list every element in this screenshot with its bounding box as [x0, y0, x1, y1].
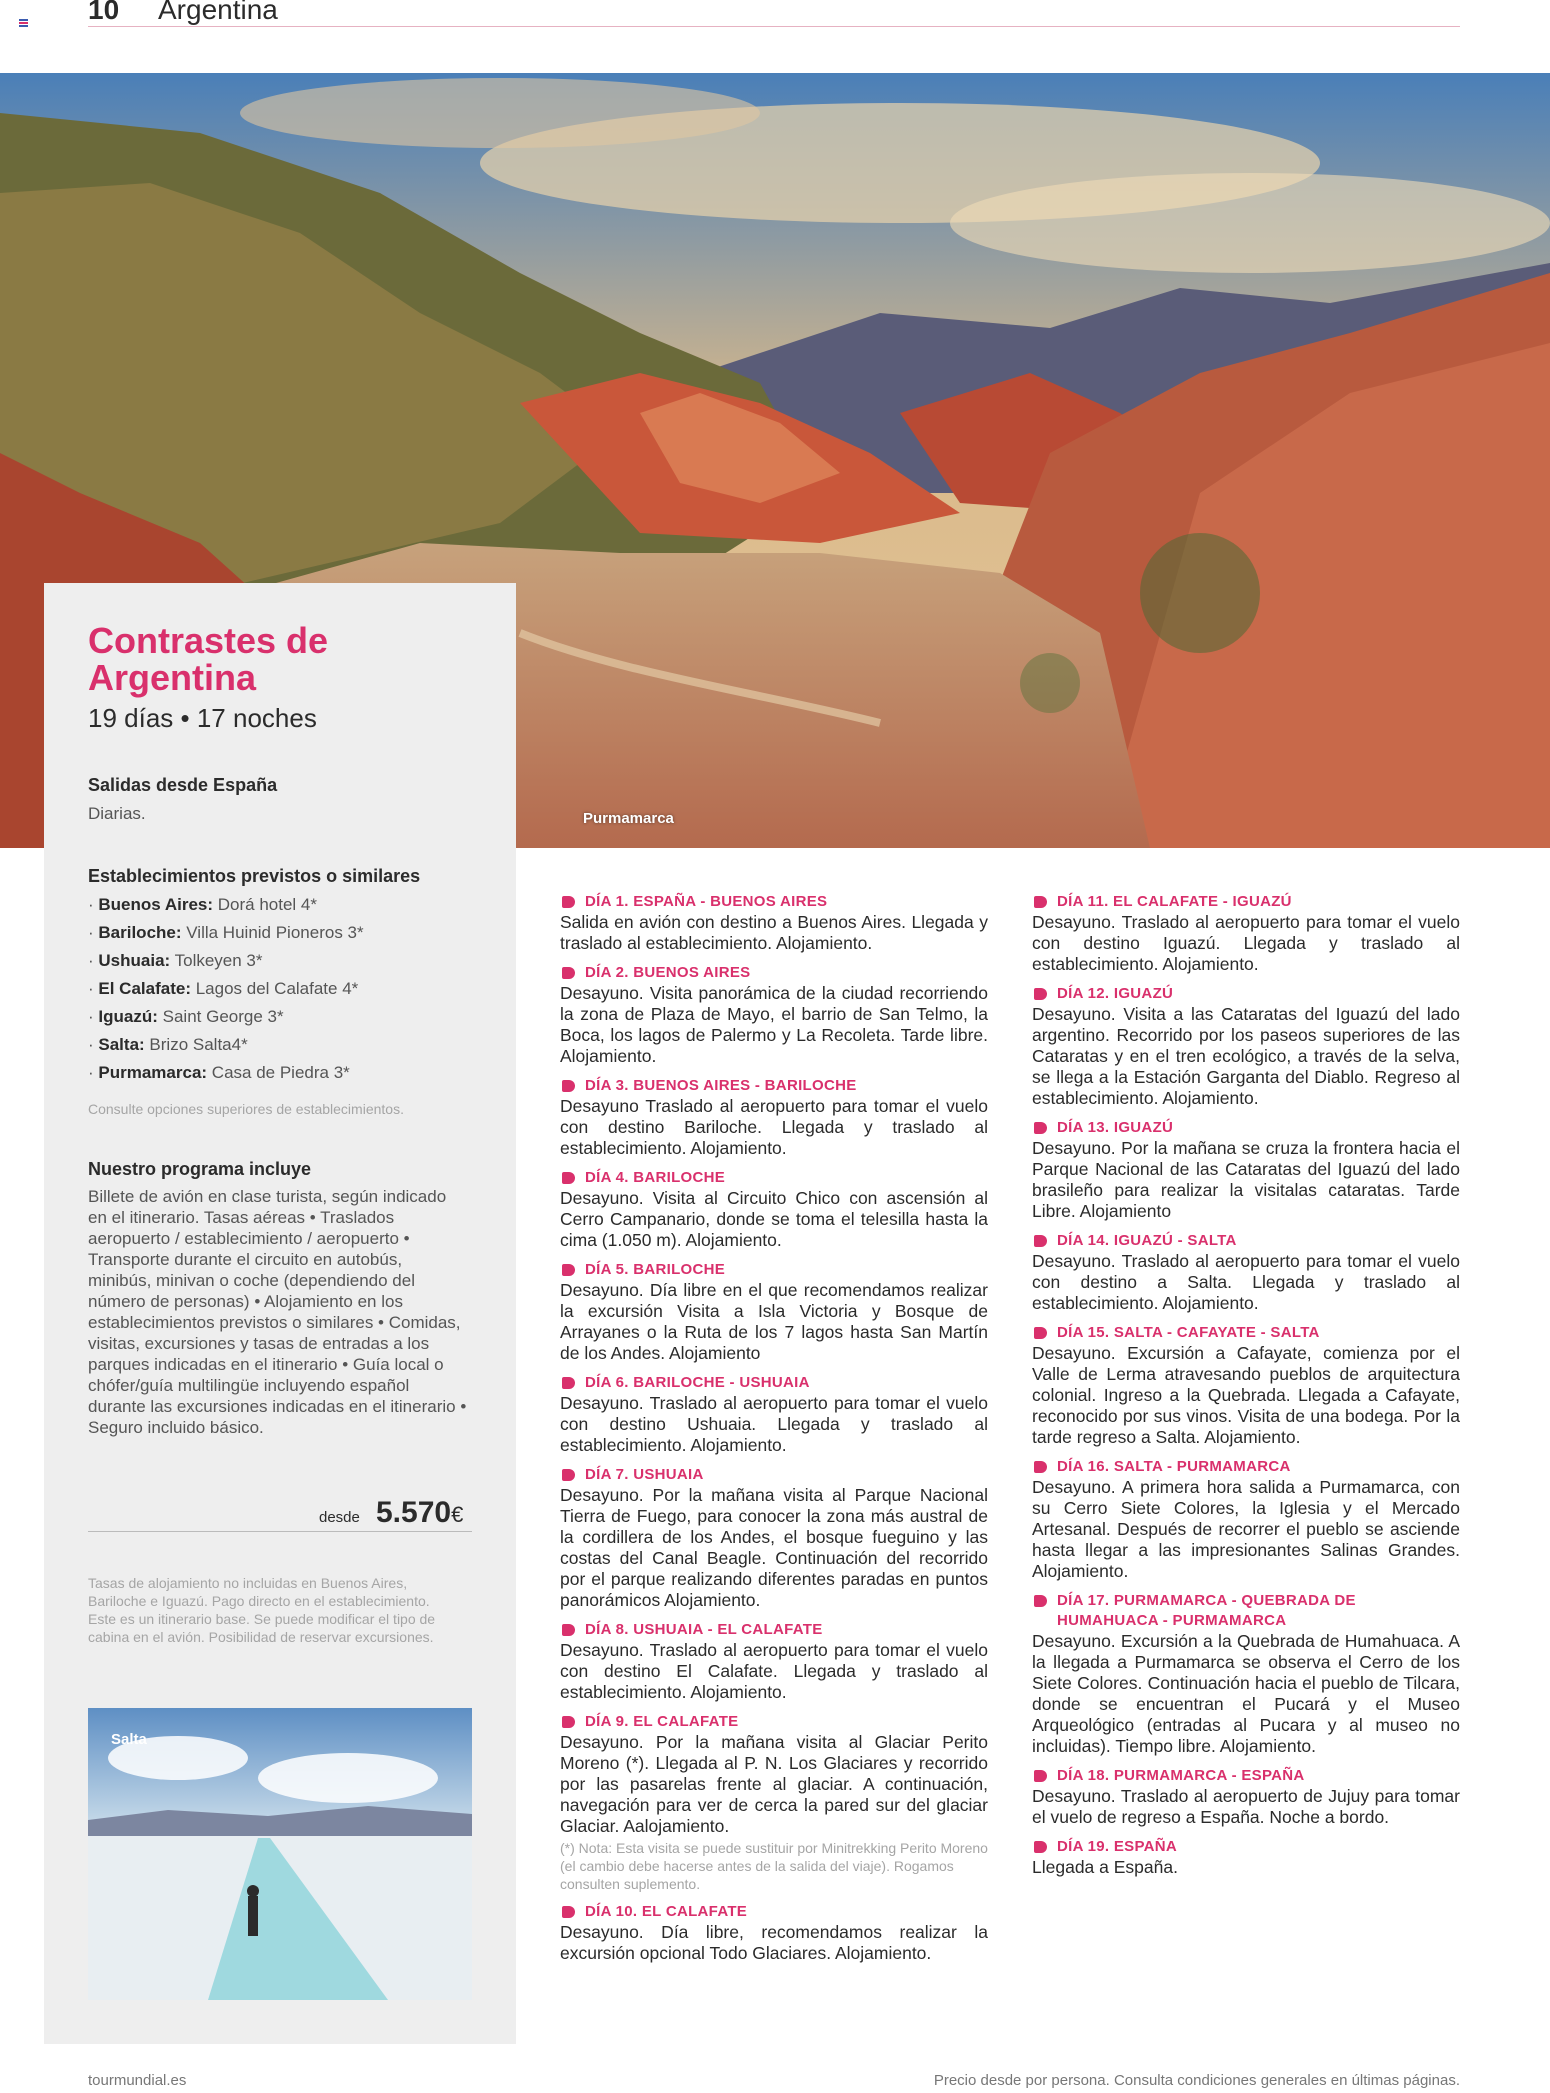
itinerary-day: DÍA 3. BUENOS AIRES - BARILOCHE Desayuno Traslado al aeropuerto para tomar el vuelo con destino Bariloche. Llegada y traslado al establecimiento. Alojamiento. [560, 1077, 988, 1158]
hotel-item: · Buenos Aires: Dorá hotel 4* [88, 895, 317, 914]
includes-text: Billete de avión en clase turista, según indicado en el itinerario. Tasas aéreas • Traslados aeropuerto / establecimiento / aeropuerto • Transporte durante el circuito en autobús, minibús, minivan o coche (dependiendo del número de personas) • Alojamiento en los establecimientos previstos o similares • Comidas, visitas, excursiones y tasas de entradas a los parques indicadas en el itinerario • Guía local o chófer/guía multilingüe incluyendo español durante las excursiones indicadas en el itinerario • Seguro incluido básico. [88, 1187, 467, 1437]
itinerary-day: DÍA 1. ESPAÑA - BUENOS AIRES Salida en avión con destino a Buenos Aires. Llegada y traslado al establecimiento. Alojamiento. [560, 893, 988, 953]
itinerary-day: DÍA 14. IGUAZÚ - SALTA Desayuno. Traslado al aeropuerto para tomar el vuelo con destino a Salta. Llegada y traslado al establecimiento. Alojamiento. [1032, 1232, 1460, 1313]
price-value: 5.570€ [376, 1496, 464, 1529]
bullet-icon [1034, 1122, 1047, 1134]
hotel-item: · El Calafate: Lagos del Calafate 4* [88, 979, 359, 998]
hotels-list [88, 891, 364, 1087]
trip-duration: 19 días • 17 noches [88, 703, 317, 733]
header-divider [88, 26, 1460, 27]
departures-text: Diarias. [88, 804, 146, 823]
hotel-item: · Bariloche: Villa Huinid Pioneros 3* [88, 923, 364, 942]
itinerary-day: DÍA 19. ESPAÑA Llegada a España. [1032, 1838, 1178, 1877]
flag-icon [19, 19, 28, 27]
website-link[interactable]: tourmundial.es [88, 2072, 187, 2089]
trip-title: Contrastes de Argentina [88, 620, 329, 698]
page-number: 10 [88, 0, 120, 25]
bullet-icon [1034, 1841, 1047, 1853]
itinerary-day: DÍA 7. USHUAIA Desayuno. Por la mañana visita al Parque Nacional Tierra de Fuego, para conocer la zona más austral de la cordillera de los Andes, el bosque fueguino y las costas del Canal Beagle. Continuación del recorrido por el parque realizando diferentes paradas en puntos panorámicos Alojamiento. [560, 1466, 988, 1610]
hotel-item: · Purmamarca: Casa de Piedra 3* [88, 1063, 350, 1082]
salta-photo-caption: Salta [111, 1731, 147, 1748]
itinerary-day: DÍA 18. PURMAMARCA - ESPAÑA Desayuno. Traslado al aeropuerto de Jujuy para tomar el vuelo de regreso a España. Noche a bordo. [1032, 1767, 1460, 1827]
day-note: (*) Nota: Esta visita se puede sustituir por Minitrekking Perito Moreno (el cambio debe hacerse antes de la salida del viaje). Rogamos consulten suplemento. [560, 1840, 988, 1892]
bullet-icon [1034, 1595, 1047, 1607]
itinerary-day: DÍA 6. BARILOCHE - USHUAIA Desayuno. Traslado al aeropuerto para tomar el vuelo con destino Ushuaia. Llegada y traslado al establecimiento. Alojamiento. [560, 1374, 988, 1455]
hero-caption: Purmamarca [583, 810, 674, 827]
itinerary-day: DÍA 13. IGUAZÚ Desayuno. Por la mañana se cruza la frontera hacia el Parque Nacional de las Cataratas del Iguazú del lado brasileño para realizar la visitalas cataratas. Tarde Libre. Alojamiento [1032, 1119, 1460, 1221]
bullet-icon [562, 1624, 575, 1636]
itinerary-day: DÍA 2. BUENOS AIRES Desayuno. Visita panorámica de la ciudad recorriendo la zona de Plaza de Mayo, el barrio de San Telmo, la Boca, los lagos de Palermo y La Recoleta. Tarde libre. Alojamiento. [560, 964, 988, 1066]
hotels-heading: Establecimientos previstos o similares [88, 866, 421, 886]
itinerary-day: DÍA 9. EL CALAFATE Desayuno. Por la mañana visita al Glaciar Perito Moreno (*). Llegada al P. N. Los Glaciares y recorrido por las pasarelas frente al glaciar. A continuación, navegación para ver de cerca la pared sur del glaciar Glaciar. Aalojamiento. (*) Nota: Esta visita se puede sustituir por Minitrekking Perito Moreno (el cambio debe hacerse antes de la salida del viaje). Rogamos consulten suplemento. [560, 1713, 988, 1892]
bullet-icon [562, 967, 575, 979]
bullet-icon [1034, 1461, 1047, 1473]
hotel-item: · Ushuaia: Tolkeyen 3* [88, 951, 263, 970]
itinerary-day: DÍA 17. PURMAMARCA - QUEBRADA DE HUMAHUACA - PURMAMARCA Desayuno. Excursión a la Quebrada de Humahuaca. A la llegada a Purmamarca se observa el Cerro de los Siete Colores. Continuación hacia el pueblo de Tilcara, donde se encuentran el Pucará y el Museo Arqueológico (entradas al Pucara y al museo no incluidas). Tiempo libre. Alojamiento. [1032, 1592, 1460, 1756]
hotel-item: · Iguazú: Saint George 3* [88, 1007, 284, 1026]
itinerary-day: DÍA 12. IGUAZÚ Desayuno. Visita a las Cataratas del Iguazú del lado argentino. Recorrido por los paseos superiores de las Cataratas y en el tren ecológico, a través de la selva, se llega a la Estación Garganta del Diablo. Regreso al establecimiento. Alojamiento. [1032, 985, 1460, 1108]
itinerary-day: DÍA 4. BARILOCHE Desayuno. Visita al Circuito Chico con ascensión al Cerro Campanario, donde se toma el telesilla hasta la cima (1.050 m). Alojamiento. [560, 1169, 988, 1250]
bullet-icon [562, 1906, 575, 1918]
itinerary-day: DÍA 15. SALTA - CAFAYATE - SALTA Desayuno. Excursión a Cafayate, comienza por el Valle de Lerma atravesando pueblos de arquitectura colonial. Ingreso a la Quebrada. Llegada a Cafayate, reconocido por sus vinos. Visita de una bodega. Por la tarde regreso a Salta. Alojamiento. [1032, 1324, 1460, 1447]
bullet-icon [562, 1080, 575, 1092]
bullet-icon [562, 1264, 575, 1276]
salta-photo [88, 1708, 472, 2000]
price-currency: € [451, 1502, 464, 1527]
bullet-icon [1034, 988, 1047, 1000]
price-divider [88, 1531, 472, 1532]
includes-heading: Nuestro programa incluye [88, 1159, 312, 1179]
bullet-icon [1034, 1235, 1047, 1247]
itinerary-day: DÍA 5. BARILOCHE Desayuno. Día libre en el que recomendamos realizar la excursión Visita a Isla Victoria y Bosque de Arrayanes o la Ruta de los 7 lagos hasta San Martín de los Andes. Alojamiento [560, 1261, 988, 1363]
itinerary-day: DÍA 10. EL CALAFATE Desayuno. Día libre, recomendamos realizar la excursión opcional Todo Glaciares. Alojamiento. [560, 1903, 988, 1963]
hotels-note: Consulte opciones superiores de establecimientos. [88, 1101, 404, 1117]
bullet-icon [562, 1172, 575, 1184]
footer-disclaimer: Precio desde por persona. Consulta condiciones generales en últimas páginas. [933, 2072, 1460, 2089]
itinerary-day: DÍA 16. SALTA - PURMAMARCA Desayuno. A primera hora salida a Purmamarca, con su Cerro Siete Colores, la Iglesia y el Mercado Artesanal. Después de recorrer el pueblo se asciende hasta llegar a las impresionantes Salinas Grandes. Alojamiento. [1032, 1458, 1460, 1581]
hotel-item: · Salta: Brizo Salta4* [88, 1035, 248, 1054]
departures-heading: Salidas desde España [88, 775, 278, 795]
bullet-icon [562, 896, 575, 908]
section-title: Argentina [158, 0, 278, 25]
bullet-icon [1034, 896, 1047, 908]
itinerary-day: DÍA 11. EL CALAFATE - IGUAZÚ Desayuno. Traslado al aeropuerto para tomar el vuelo con destino Iguazú. Llegada y traslado al establecimiento. Alojamiento. [1032, 893, 1460, 974]
bullet-icon [562, 1716, 575, 1728]
trip-notes: Tasas de alojamiento no incluidas en Buenos Aires, Bariloche e Iguazú. Pago directo en el establecimiento. Este es un itinerario base. Se puede modificar el tipo de cabina en el avión. Posibilidad de reservar excursiones. [88, 1575, 436, 1645]
itinerary-column-1 [560, 892, 988, 1973]
bullet-icon [562, 1377, 575, 1389]
price-prefix: desde [319, 1509, 360, 1526]
bullet-icon [1034, 1770, 1047, 1782]
bullet-icon [562, 1469, 575, 1481]
itinerary-day: DÍA 8. USHUAIA - EL CALAFATE Desayuno. Traslado al aeropuerto para tomar el vuelo con destino El Calafate. Llegada y traslado al establecimiento. Alojamiento. [560, 1621, 988, 1702]
bullet-icon [1034, 1327, 1047, 1339]
itinerary-column-2 [1032, 892, 1460, 1887]
